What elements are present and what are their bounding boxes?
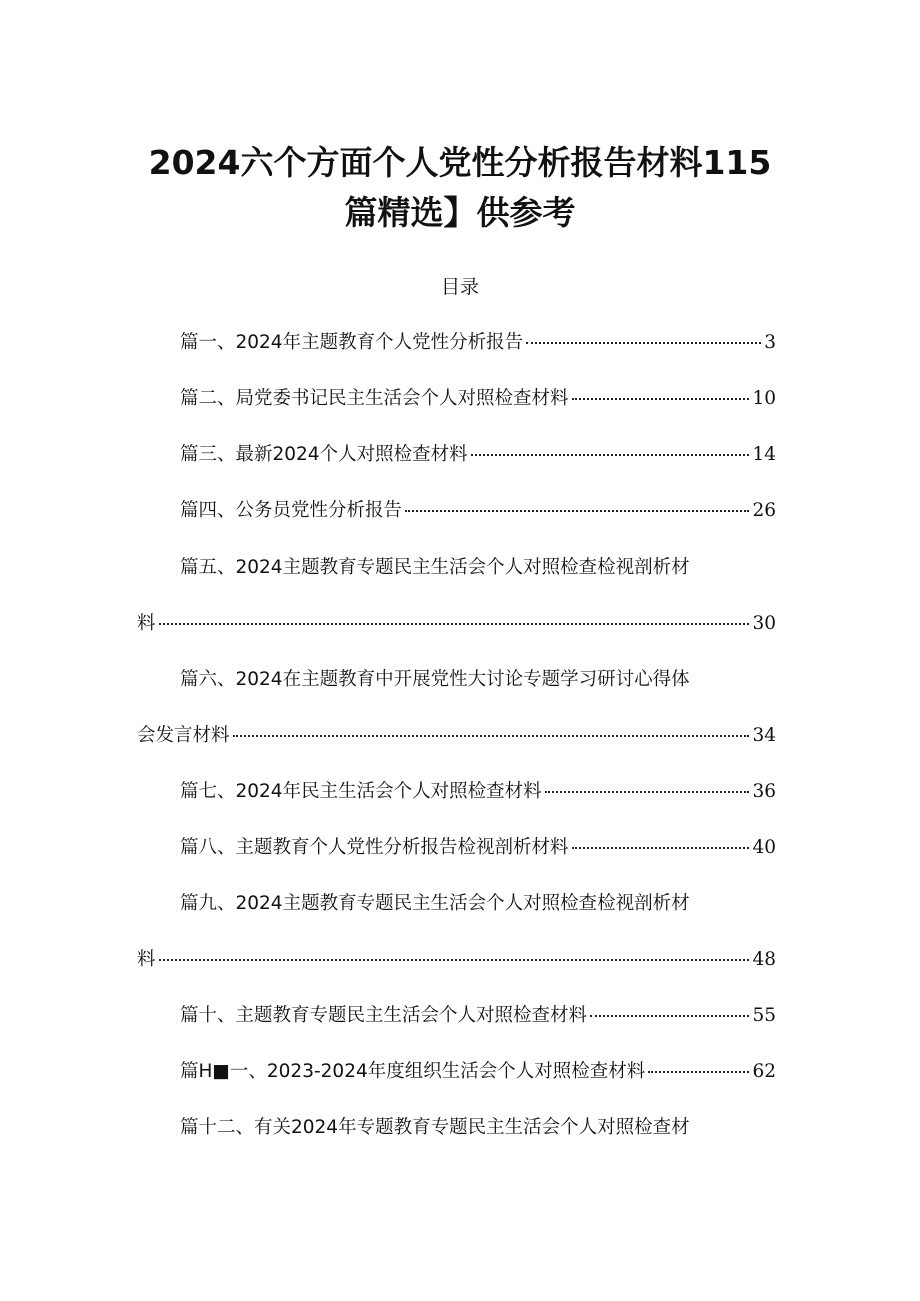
toc-entry[interactable] xyxy=(180,384,776,410)
toc-entry[interactable] xyxy=(180,777,776,803)
toc-entry-label: 篇一、2024年主题教育个人党性分析报告 xyxy=(180,332,524,353)
toc-entry[interactable] xyxy=(180,1001,776,1027)
toc-entry[interactable] xyxy=(137,721,776,747)
toc-entry-page: 36 xyxy=(752,781,776,802)
toc-entry-first-line[interactable]: 篇九、2024主题教育专题民主生活会个人对照检查检视剖析材 xyxy=(180,893,690,914)
toc-entry-label: 篇八、主题教育个人党性分析报告检视剖析材料 xyxy=(180,837,569,858)
toc-leader-dots xyxy=(471,454,750,456)
toc-entry-label: 篇四、公务员党性分析报告 xyxy=(180,500,403,521)
toc-leader-dots xyxy=(590,1015,749,1017)
toc-entry[interactable] xyxy=(180,496,776,522)
document-title-line2: 篇精选】供参考 xyxy=(344,193,576,232)
toc-leader-dots xyxy=(233,735,750,737)
toc-heading: 目录 xyxy=(440,276,479,298)
toc-entry-label: 料 xyxy=(137,949,156,970)
toc-entry-label: 会发言材料 xyxy=(137,725,230,746)
toc-leader-dots xyxy=(159,623,750,625)
toc-entry-page: 3 xyxy=(764,332,776,353)
toc-entry-first-line[interactable]: 篇六、2024在主题教育中开展党性大讨论专题学习研讨心得体 xyxy=(180,669,690,690)
toc-entry-page: 48 xyxy=(752,949,776,970)
toc-entry-label: 篇二、局党委书记民主生活会个人对照检查材料 xyxy=(180,388,569,409)
toc-leader-dots xyxy=(572,398,750,400)
toc-entry-label: 篇七、2024年民主生活会个人对照检查材料 xyxy=(180,781,542,802)
toc-leader-dots xyxy=(405,510,749,512)
toc-entry-page: 10 xyxy=(752,388,776,409)
toc-entry-page: 40 xyxy=(752,837,776,858)
toc-entry-page: 62 xyxy=(752,1061,776,1082)
toc-entry-label: 篇十、主题教育专题民主生活会个人对照检查材料 xyxy=(180,1005,588,1026)
toc-entry-page: 34 xyxy=(752,725,776,746)
toc-entry-page: 26 xyxy=(752,500,776,521)
toc-entry-page: 55 xyxy=(752,1005,776,1026)
toc-entry[interactable] xyxy=(180,1057,776,1083)
toc-entry-first-line[interactable]: 篇五、2024主题教育专题民主生活会个人对照检查检视剖析材 xyxy=(180,557,690,578)
toc-leader-dots xyxy=(545,791,750,793)
document-title-line1: 2024六个方面个人党性分析报告材料115 xyxy=(148,143,772,182)
toc-entry[interactable] xyxy=(180,833,776,859)
toc-entry-page: 30 xyxy=(752,613,776,634)
toc-leader-dots xyxy=(159,959,750,961)
toc-leader-dots xyxy=(572,847,750,849)
toc-entry-label: 篇三、最新2024个人对照检查材料 xyxy=(180,444,468,465)
toc-entry-label: 篇H■一、2023-2024年度组织生活会个人对照检查材料 xyxy=(180,1061,646,1082)
toc-leader-dots xyxy=(526,342,761,344)
toc-entry[interactable] xyxy=(137,945,776,971)
toc-leader-dots xyxy=(648,1071,749,1073)
toc-entry-page: 14 xyxy=(752,444,776,465)
toc-entry-label: 料 xyxy=(137,613,156,634)
toc-entry[interactable] xyxy=(180,440,776,466)
toc-entry[interactable] xyxy=(137,609,776,635)
toc-entry-first-line[interactable]: 篇十二、有关2024年专题教育专题民主生活会个人对照检查材 xyxy=(180,1117,690,1138)
toc-entry[interactable] xyxy=(180,328,776,354)
